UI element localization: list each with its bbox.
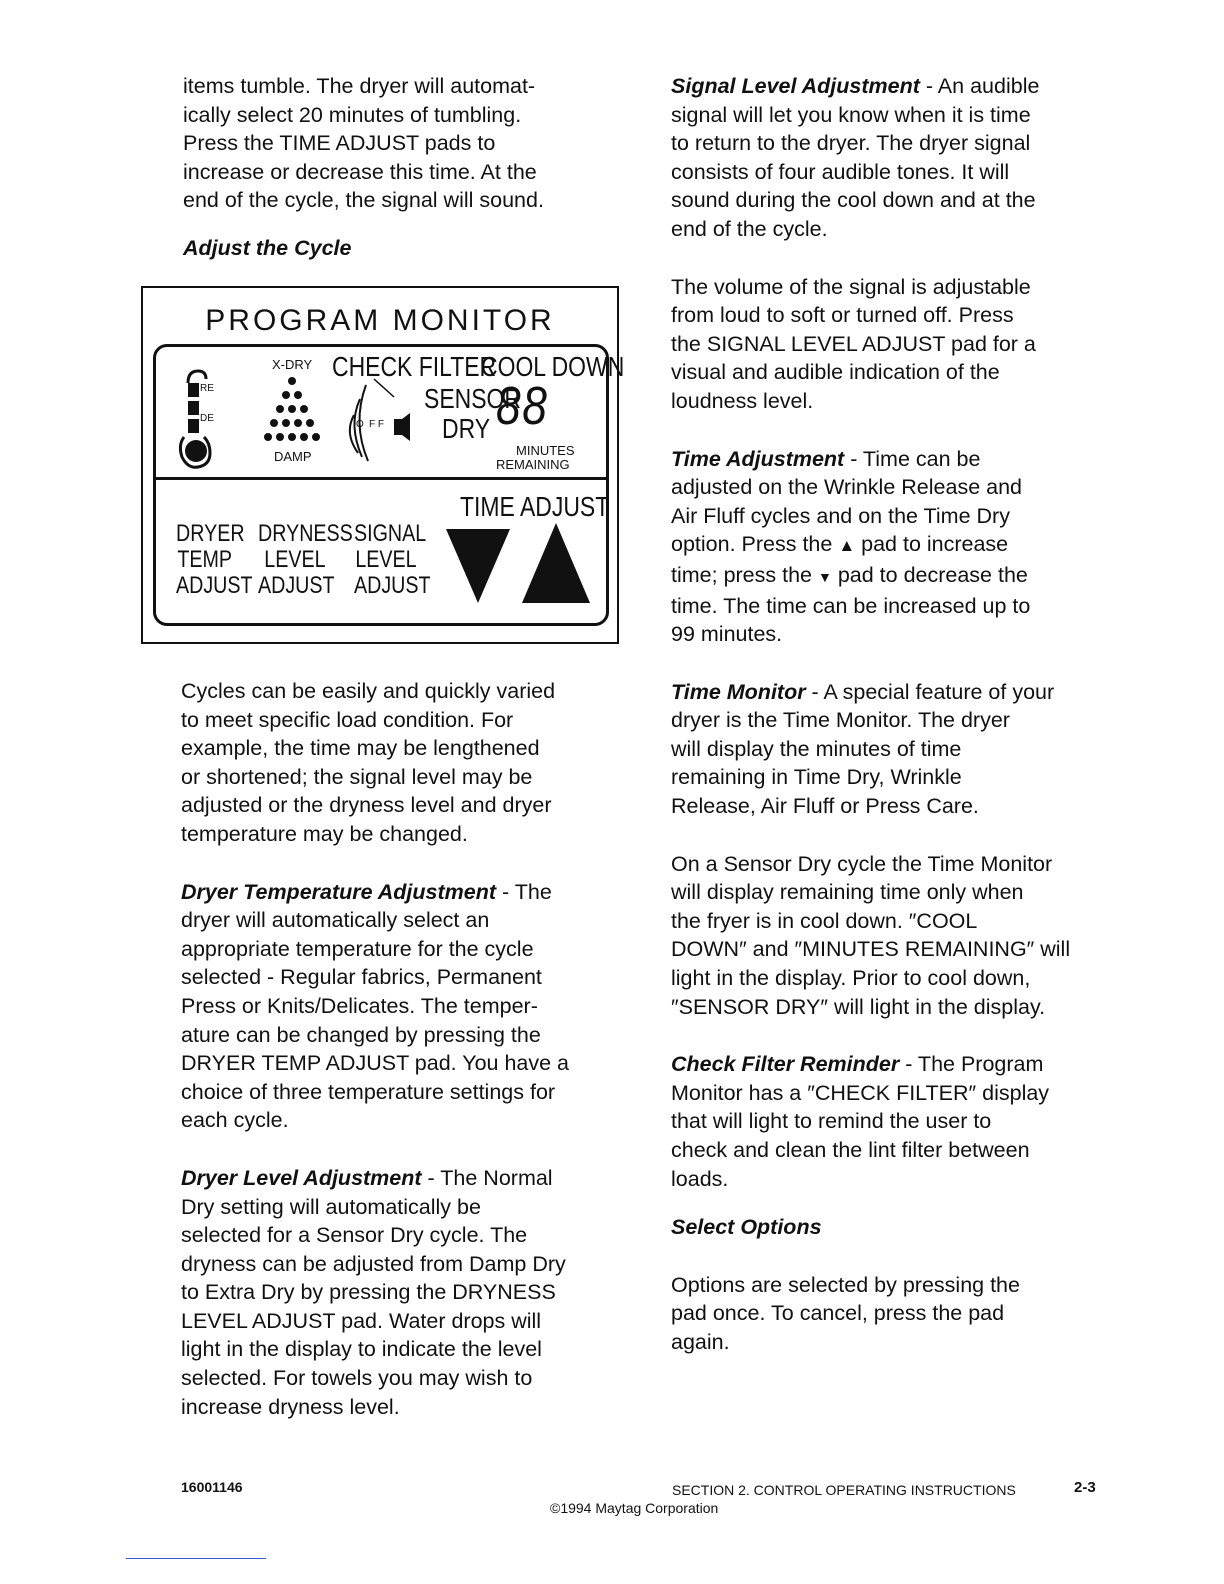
document-number: 16001146 [181, 1479, 243, 1495]
time-digits: 88 [496, 376, 549, 436]
pad-label: TEMP [177, 546, 233, 573]
text-line: loudness level. [671, 388, 814, 413]
time-adjustment-heading: Time Adjustment [671, 446, 845, 471]
text-line: will display remaining time only when [671, 880, 1024, 905]
down-triangle-icon: ▼ [817, 568, 832, 585]
text-line: the fryer is in cool down. ″COOL [671, 908, 978, 933]
text-line [671, 530, 1111, 561]
remaining-label: REMAINING [496, 457, 570, 472]
text-line: Monitor has a ″CHECK FILTER″ display [671, 1080, 1050, 1105]
dryness-level-adjust-pad[interactable] [258, 520, 353, 599]
text-line: to meet specific load condition. For [181, 707, 514, 732]
text-line [671, 678, 1111, 707]
time-adjust-label: TIME ADJUST [460, 491, 610, 522]
pad-label: DRYER [176, 520, 245, 547]
cool-down-indicator: COOL DOWN [481, 351, 625, 382]
text-span: - Time can be [844, 446, 981, 471]
minutes-label: MINUTES [516, 443, 575, 458]
text-line [671, 72, 1111, 101]
pad-label: LEVEL [355, 546, 417, 573]
text-line: On a Sensor Dry cycle the Time Monitor [671, 851, 1053, 876]
panel-display [153, 344, 625, 626]
text-line: dryer is the Time Monitor. The dryer [671, 708, 1010, 733]
dry-indicator: DRY [442, 413, 491, 444]
text-line: again. [671, 1329, 730, 1354]
delicate-label: DE [200, 413, 214, 424]
dryer-temperature-heading: Dryer Temperature Adjustment [181, 879, 497, 904]
text-span: time; press the [671, 562, 818, 587]
signal-level-heading: Signal Level Adjustment [671, 74, 920, 98]
text-line: will display the minutes of time [671, 736, 962, 761]
text-line: Air Fluff cycles and on the Time Dry [671, 503, 1010, 528]
text-line: DRYER TEMP ADJUST pad. You have a [181, 1051, 570, 1076]
text-span: - The [496, 879, 552, 904]
text-line: selected. For towels you may wish to [181, 1366, 533, 1391]
text-line: temperature may be changed. [181, 821, 468, 846]
text-line: adjusted or the dryness level and dryer [181, 793, 552, 818]
text-line: increase or decrease this time. At the [183, 159, 537, 184]
text-line: Cycles can be easily and quickly varied [181, 679, 556, 703]
check-filter-heading: Check Filter Reminder [671, 1052, 900, 1077]
text-line: Dry setting will automatically be [181, 1194, 481, 1219]
text-line: adjusted on the Wrinkle Release and [671, 475, 1022, 500]
dryer-level-heading: Dryer Level Adjustment [181, 1165, 422, 1190]
text-span: - A special feature of your [805, 679, 1055, 704]
text-line: consists of four audible tones. It will [671, 159, 1010, 184]
text-line: light in the display. Prior to cool down, [671, 966, 1031, 991]
bottom-rule [126, 1558, 266, 1559]
text-line: end of the cycle. [671, 216, 828, 241]
program-monitor-figure [141, 286, 625, 644]
page-number: 2-3 [1074, 1479, 1096, 1496]
panel-divider [156, 477, 606, 480]
off-label: O [356, 419, 364, 430]
text-line: ature can be changed by pressing the [181, 1022, 541, 1047]
section-heading-adjust-cycle: Adjust the Cycle [183, 236, 352, 260]
text-line: or shortened; the signal level may be [181, 764, 533, 789]
signal-level-adjust-pad[interactable] [354, 520, 431, 599]
text-span: - The Normal [421, 1165, 553, 1190]
text-line: to Extra Dry by pressing the DRYNESS [181, 1280, 556, 1305]
text-line: end of the cycle, the signal will sound. [183, 188, 544, 213]
regular-label: RE [200, 383, 214, 394]
intro-text [183, 72, 613, 215]
up-triangle-icon: ▲ [838, 536, 856, 556]
text-span: pad to increase [855, 532, 1009, 557]
right-column [671, 72, 1111, 1357]
panel-title: PROGRAM MONITOR [205, 304, 555, 337]
text-line: appropriate temperature for the cycle [181, 936, 534, 961]
text-line [181, 878, 621, 907]
text-line: Press the TIME ADJUST pads to [183, 131, 496, 156]
text-line: DOWN″ and ″MINUTES REMAINING″ will [671, 937, 1071, 962]
text-line: LEVEL ADJUST pad. Water drops will [181, 1308, 542, 1333]
text-line: 99 minutes. [671, 622, 783, 647]
pad-label: ADJUST [258, 572, 335, 599]
text-line [671, 445, 1111, 474]
text-span: pad to decrease the [831, 562, 1028, 587]
left-column-body [181, 677, 621, 1421]
text-line: each cycle. [181, 1108, 289, 1133]
text-span: option. Press the [671, 532, 839, 557]
sensor-indicator: SENSOR [424, 383, 521, 414]
dryer-temp-adjust-pad[interactable] [176, 520, 253, 599]
ff-label: F F [369, 419, 384, 430]
text-line: items tumble. The dryer will automat- [183, 74, 536, 98]
text-line: The volume of the signal is adjustable [671, 274, 1031, 299]
text-span: - The Program [899, 1052, 1044, 1077]
text-line: sound during the cool down and at the [671, 188, 1036, 213]
section-title: SECTION 2. CONTROL OPERATING INSTRUCTIONS [672, 1482, 1016, 1498]
time-decrease-button[interactable] [446, 529, 510, 603]
text-line: loads. [671, 1166, 729, 1191]
text-line: that will light to remind the user to [671, 1109, 992, 1134]
text-line: pad once. To cancel, press the pad [671, 1301, 1005, 1326]
damp-label: DAMP [274, 449, 312, 464]
copyright: ©1994 Maytag Corporation [550, 1500, 719, 1516]
text-line: ″SENSOR DRY″ will light in the display. [671, 994, 1046, 1019]
speaker-icon [346, 373, 416, 463]
pad-label: DRYNESS [258, 520, 353, 547]
text-line: dryer will automatically select an [181, 908, 490, 933]
text-line: signal will let you know when it is time [671, 102, 1031, 127]
time-increase-button[interactable] [522, 523, 590, 603]
pad-label: SIGNAL [354, 520, 427, 547]
text-line: dryness can be adjusted from Damp Dry [181, 1251, 566, 1276]
select-options-heading: Select Options [671, 1215, 822, 1240]
text-line: remaining in Time Dry, Wrinkle [671, 765, 962, 790]
text-line: from loud to soft or turned off. Press [671, 303, 1014, 328]
text-span: - An audible [919, 74, 1040, 98]
text-line [181, 1164, 621, 1193]
text-line: time. The time can be increased up to [671, 593, 1031, 618]
text-line: example, the time may be lengthened [181, 736, 540, 761]
text-line [671, 1050, 1111, 1079]
text-line: selected - Regular fabrics, Permanent [181, 965, 542, 990]
text-line: check and clean the lint filter between [671, 1138, 1030, 1162]
text-line: visual and audible indication of the [671, 360, 1000, 385]
time-monitor-heading: Time Monitor [671, 679, 806, 704]
pad-label: ADJUST [176, 572, 253, 599]
text-line [671, 561, 1111, 592]
text-line: Press or Knits/Delicates. The temper- [181, 993, 538, 1018]
text-line: ically select 20 minutes of tumbling. [183, 102, 522, 127]
x-dry-label: X-DRY [272, 357, 313, 372]
text-line: to return to the dryer. The dryer signal [671, 131, 1031, 156]
text-line: selected for a Sensor Dry cycle. The [181, 1223, 528, 1248]
text-line: light in the display to indicate the level [181, 1337, 542, 1362]
text-line: Options are selected by pressing the [671, 1272, 1020, 1297]
text-line: the SIGNAL LEVEL ADJUST pad for a [671, 331, 1036, 356]
pad-label: ADJUST [354, 572, 431, 599]
pad-label: LEVEL [264, 546, 326, 573]
text-line: increase dryness level. [181, 1394, 400, 1419]
text-line: Release, Air Fluff or Press Care. [671, 794, 979, 819]
dryness-drops-icon [256, 375, 336, 447]
text-line: choice of three temperature settings for [181, 1079, 556, 1104]
check-filter-indicator: CHECK FILTER [332, 351, 497, 382]
